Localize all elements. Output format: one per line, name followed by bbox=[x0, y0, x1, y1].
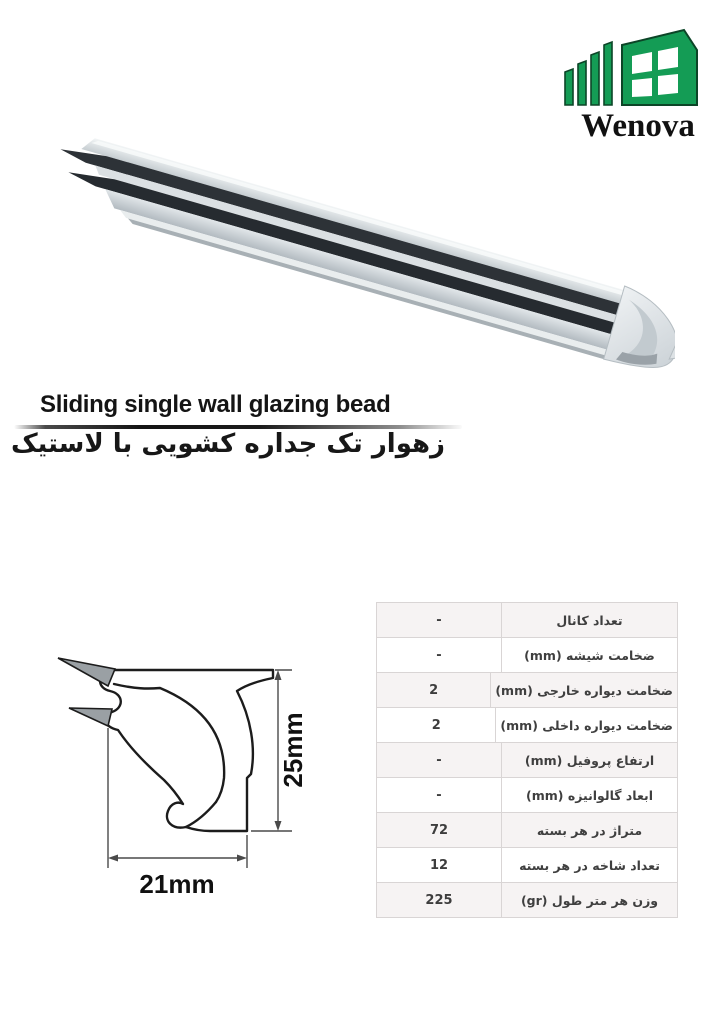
table-row bbox=[377, 778, 677, 813]
cross-section-drawing bbox=[20, 628, 340, 918]
spec-value: - bbox=[377, 603, 502, 637]
spec-label: تعداد کانال bbox=[556, 612, 623, 628]
product-title-en: Sliding single wall glazing bead bbox=[40, 391, 391, 418]
table-row bbox=[377, 603, 677, 638]
spec-value: 225 bbox=[377, 883, 502, 917]
spec-label: تعداد شاخه در هر بسته bbox=[519, 857, 660, 873]
extruded-profile bbox=[50, 126, 675, 381]
spec-value: - bbox=[377, 778, 502, 812]
product-title-fa: زهوار تک جداره کشویی با لاستیک bbox=[10, 429, 445, 459]
gasket-strip-a bbox=[59, 143, 625, 316]
table-row bbox=[377, 708, 677, 743]
logo-bars-icon bbox=[565, 42, 612, 105]
spec-label: وزن هر متر طول (gr) bbox=[520, 892, 659, 908]
table-row bbox=[377, 848, 677, 883]
gasket-strip-b bbox=[67, 167, 619, 336]
spec-value: - bbox=[377, 743, 502, 777]
spec-label: ضخامت شیشه (mm) bbox=[524, 647, 655, 663]
spec-value: 72 bbox=[377, 813, 502, 847]
spec-label: ضخامت دیواره خارجی (mm) bbox=[495, 682, 673, 698]
height-dimension-label: 25mm bbox=[278, 712, 308, 788]
logo-building-icon bbox=[622, 30, 697, 105]
spec-label: متراژ در هر بسته bbox=[536, 822, 643, 838]
spec-value: 12 bbox=[377, 848, 502, 882]
spec-label: ارتفاع پروفیل (mm) bbox=[524, 752, 655, 768]
product-photo bbox=[50, 112, 675, 402]
spec-label: ضخامت دیواره داخلی (mm) bbox=[500, 717, 673, 733]
spec-label: ابعاد گالوانیزه (mm) bbox=[525, 787, 654, 803]
brand-name: Wenova bbox=[581, 108, 695, 144]
table-row bbox=[377, 743, 677, 778]
rubber-blade-triangles bbox=[58, 658, 115, 726]
table-row bbox=[377, 673, 677, 708]
dimension-width bbox=[108, 728, 247, 868]
spec-table bbox=[376, 602, 678, 918]
spec-value: 2 bbox=[377, 708, 496, 742]
table-row bbox=[377, 638, 677, 673]
table-row bbox=[377, 813, 677, 848]
spec-value: - bbox=[377, 638, 502, 672]
table-row bbox=[377, 883, 677, 918]
width-dimension-label: 21mm bbox=[139, 869, 215, 899]
spec-value: 2 bbox=[377, 673, 491, 707]
profile-outline bbox=[100, 670, 273, 831]
